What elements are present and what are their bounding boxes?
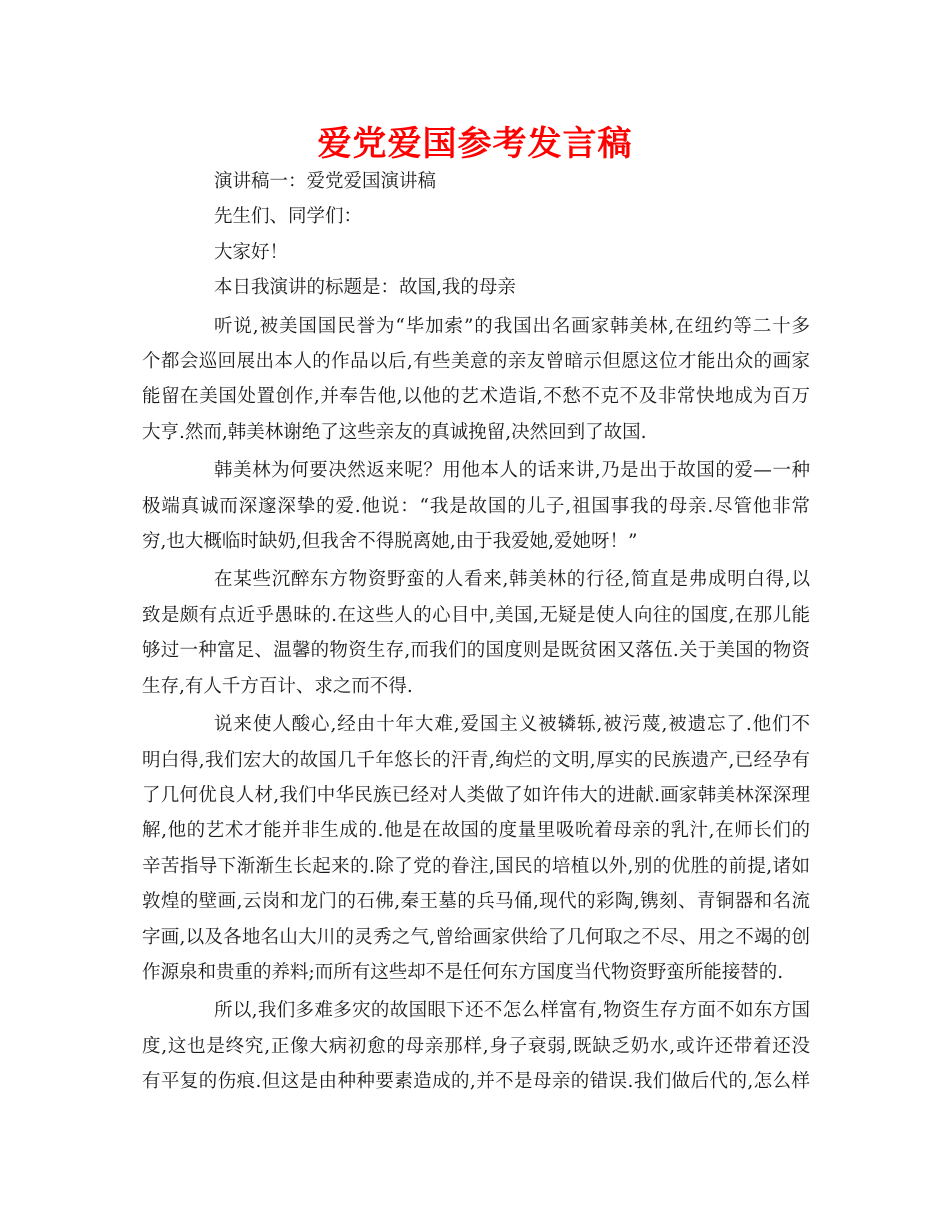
document-body xyxy=(142,164,810,1103)
paragraph-line: 了几何优良人材,我们中华民族已经对人类做了如许伟大的进献.画家韩美林深深理 xyxy=(142,784,810,806)
paragraph-line: 个都会巡回展出本人的作品以后,有些美意的亲友曾暗示但愿这位才能出众的画家 xyxy=(142,351,810,373)
paragraph-line: 字画,以及各地名山大川的灵秀之气,曾给画家供给了几何取之不尽、用之不竭的创 xyxy=(142,926,810,948)
document-title: 爱党爱国参考发言稿 xyxy=(317,124,633,164)
paragraph-1 xyxy=(142,309,810,451)
paragraph-line: 生存,有人千方百计、求之而不得. xyxy=(142,675,413,697)
paragraph-line: 极端真诚而深邃深挚的爱.他说：“我是故国的儿子,祖国事我的母亲.尽管他非常 xyxy=(142,495,810,517)
paragraph-line: 说来使人酸心,经由十年大难,爱国主义被辚轹,被污蔑,被遗忘了.他们不 xyxy=(214,714,810,736)
topic-line: 本日我演讲的标题是：故国,我的母亲 xyxy=(214,277,516,299)
hello-line: 大家好！ xyxy=(214,241,289,263)
paragraph-line: 有平复的伤痕.但这是由种种要素造成的,并不是母亲的错误.我们做后代的,怎么样 xyxy=(142,1071,810,1093)
paragraph-line: 大亨.然而,韩美林谢绝了这些亲友的真诚挽留,决然回到了故国. xyxy=(142,421,647,443)
paragraph-line: 穷,也大概临时缺奶,但我舍不得脱离她,由于我爱她,爱她呀！” xyxy=(142,531,638,553)
paragraph-2 xyxy=(142,453,810,559)
paragraph-line: 辛苦指导下渐渐生长起来的.除了党的眷注,国民的培植以外,别的优胜的前提,诸如 xyxy=(142,855,810,877)
paragraph-line: 明白得,我们宏大的故国几千年悠长的汗青,绚烂的文明,厚实的民族遗产,已经孕有 xyxy=(142,749,810,771)
paragraph-5 xyxy=(142,993,810,1099)
paragraph-line: 度,这也是终究,正像大病初愈的母亲那样,身子衰弱,既缺乏奶水,或许还带着还没 xyxy=(142,1035,810,1057)
paragraph-line: 韩美林为何要决然返来呢？用他本人的话来讲,乃是出于故国的爱—一种 xyxy=(214,460,810,482)
paragraph-line: 敦煌的壁画,云岗和龙门的石佛,秦王墓的兵马俑,现代的彩陶,镌刻、青铜器和名流 xyxy=(142,891,810,913)
greeting-line: 先生们、同学们： xyxy=(214,206,363,228)
paragraph-line: 能留在美国处置创作,并奉告他,以他的艺术造诣,不愁不克不及非常快地成为百万 xyxy=(142,386,810,408)
paragraph-4 xyxy=(142,707,810,990)
subtitle-line: 演讲稿一：爱党爱国演讲稿 xyxy=(214,171,437,192)
paragraph-line: 所以,我们多难多灾的故国眼下还不怎么样富有,物资生存方面不如东方国 xyxy=(214,1000,810,1022)
paragraph-3 xyxy=(142,562,810,704)
paragraph-line: 作源泉和贵重的养料;而所有这些却不是任何东方国度当代物资野蛮所能接替的. xyxy=(142,961,784,983)
paragraph-line: 致是颇有点近乎愚昧的.在这些人的心目中,美国,无疑是使人向往的国度,在那儿能 xyxy=(142,604,810,626)
paragraph-line: 听说,被美国国民誉为“毕加索”的我国出名画家韩美林,在纽约等二十多 xyxy=(214,315,810,337)
paragraph-line: 解,他的艺术才能并非生成的.他是在故国的度量里吸吮着母亲的乳汁,在师长们的 xyxy=(142,820,810,842)
paragraph-line: 在某些沉醉东方物资野蛮的人看来,韩美林的行径,简直是弗成明白得,以 xyxy=(214,569,810,591)
paragraph-line: 够过一种富足、温馨的物资生存,而我们的国度则是既贫困又落伍.关于美国的物资 xyxy=(142,640,810,662)
